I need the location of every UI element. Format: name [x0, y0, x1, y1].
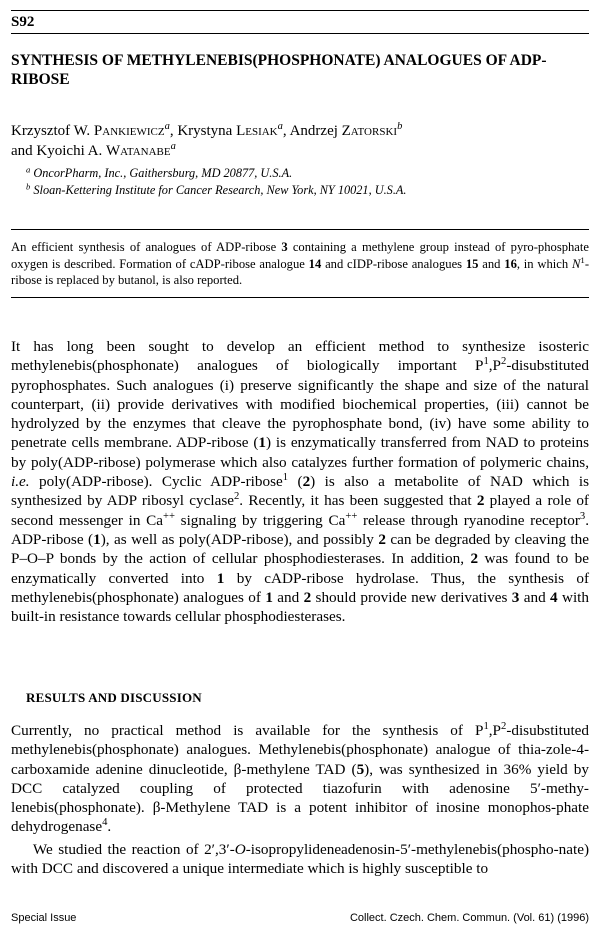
affiliation-a: $^a$ OncorPharm, Inc., Gaithersburg, MD 20877, U.S.A.	[26, 164, 293, 180]
author-3: Andrzej Zatorski$^b$	[289, 121, 403, 139]
results-paragraph-1: Currently, no practical method is available for the synthesis of $P^1,P^2$-disubstituted methylenebis(phosphonate) analogues. Methylenebis(phosphonate) analogue of thia-zole-4-carboxamide adenine dinucleotide, β-methylene TAD (5), was synthesized in 36% yield by DCC catalyzed coupling of protected tiazofurin with adenosine 5′-methy-lenebis(phosphonate). β-Methylene TAD is a potent inhibitor of inosine monophos-phate dehydrogenase$^4$.	[11, 721, 589, 836]
affiliation-b: $^b$ Sloan-Kettering Institute for Cancer Research, New York, NY 10021, U.S.A.	[26, 181, 407, 197]
footer-issue: Special Issue	[11, 912, 77, 924]
author-1: Krzysztof W. Pankiewicz$^a$,	[11, 121, 178, 139]
footer-citation: Collect. Czech. Chem. Commun. (Vol. 61) (1996)	[349, 912, 589, 924]
intro-paragraph: It has long been sought to develop an efficient method to synthesize isosteric methylenebis(phosphonate) analogues of biologically important $P^1,P^2$-disubstituted pyrophosphates. Such analogues (i) preserve significantly the shape and size of the natural counterpart, (ii) provide derivatives with modified biochemical properties, (iii) cannot be hydrolyzed by the enzymes that cleave the pyrophosphate bond, (iv) have some ability to penetrate cells membrane. ADP-ribose (1) is enzymatically transferred from NAD to proteins by poly(ADP-ribose) polymerase which also catalyzes further formation of polymeric chains, i.e. poly(ADP-ribose). Cyclic ADP-ribose$^1$ (2) is also a metabolite of NAD which is synthesized by ADP ribosyl cyclase$^2$. Recently, it has been suggested that 2 played a role of second messenger in Ca++ signaling by triggering Ca++ release through ryanodine receptor$^3$. ADP-ribose (1), as well as poly(ADP-ribose), and possibly 2 can be degraded by cleaving the P–O–P bonds by the action of cellular phosphodiesterases. In addition, 2 was found to be enzymatically converted into 1 by cADP-ribose hydrolase. Thus, the synthesis of methylenebis(phosphonate) analogues of 1 and 2 should provide new derivatives 3 and 4 with built-in resistance towards cellular phosphodiesterases.	[11, 338, 590, 626]
results-paragraph-2: We studied the reaction of 2′,3′-O-isopropylideneadenosin-5′-methylenebis(phospho-nate) with DCC and discovered a unique intermediate which is highly susceptible to	[11, 841, 589, 878]
author-list	[11, 121, 589, 161]
page-number: S92	[11, 14, 35, 30]
author-2: Krystyna Lesiak$^a$,	[177, 121, 290, 139]
abstract-top-rule	[11, 229, 589, 230]
author-4: and Kyoichi A. Watanabe$^a$	[11, 141, 176, 159]
abstract: An efficient synthesis of analogues of ADP-ribose 3 containing a methylene group instead of pyro-phosphate oxygen is described. Formation of cADP-ribose analogue 14 and cIDP-ribose analogues 15 and 16, in which $N^1$-ribose is replaced by butanol, is also reported.	[11, 240, 590, 287]
section-heading: RESULTS AND DISCUSSION	[26, 690, 202, 705]
header-rule	[11, 33, 589, 34]
abstract-bottom-rule	[11, 297, 589, 298]
article-title: SYNTHESIS OF METHYLENEBIS(PHOSPHONATE) ANALOGUES OF ADP-RIBOSE	[11, 52, 547, 88]
top-rule	[11, 10, 589, 11]
